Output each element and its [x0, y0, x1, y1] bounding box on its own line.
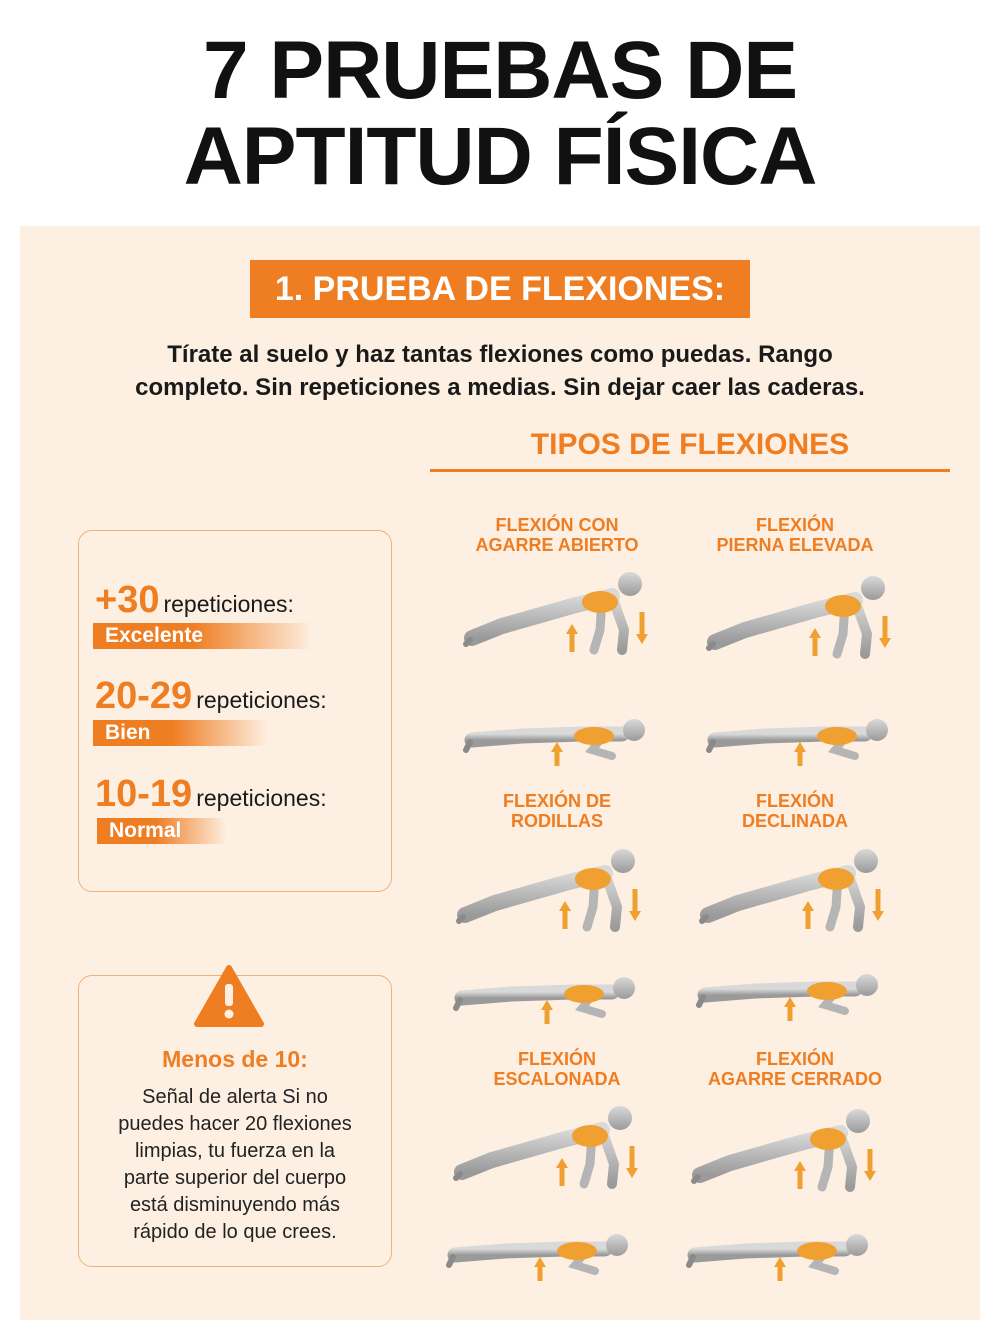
exercise-title-staggered [437, 1049, 677, 1089]
exercise-title-raised-leg [675, 515, 915, 555]
rating-badge: Bien [93, 720, 268, 746]
intro-text [60, 338, 940, 404]
close-grip-pushup-down-image [685, 1205, 875, 1285]
knee-pushup-up-image [455, 845, 645, 945]
intro-line-2: completo. Sin repeticiones a medias. Sin dejar caer las caderas. [135, 374, 865, 401]
decline-pushup-down-image [695, 945, 885, 1025]
score-card [78, 530, 392, 892]
alert-text [99, 1084, 371, 1246]
types-title: TIPOS DE FLEXIONES [530, 428, 850, 461]
wide-grip-pushup-down-image [462, 690, 652, 770]
wide-grip-pushup-up-image [462, 568, 652, 668]
exercise-title-line: FLEXIÓN DE [502, 791, 611, 811]
warning-icon [193, 964, 265, 1028]
exercise-title-line: RODILLAS [511, 811, 603, 831]
exercise-title-line: DECLINADA [742, 811, 848, 831]
types-divider [430, 469, 950, 472]
score-value: 20-29 [95, 675, 193, 717]
score-line-good [95, 675, 327, 718]
alert-card [78, 975, 392, 1267]
exercise-title-decline [675, 791, 915, 831]
exercise-title-line: FLEXIÓN CON [495, 515, 619, 535]
exercise-title-line: FLEXIÓN [755, 515, 834, 535]
intro-line-1: Tírate al suelo y haz tantas flexiones como puedas. Rango [167, 341, 833, 368]
exercise-title-line: FLEXIÓN [755, 791, 834, 811]
alert-line: limpias, tu fuerza en la [134, 1140, 336, 1162]
rating-badge: Excelente [93, 623, 313, 649]
exercise-title-wide-grip [437, 515, 677, 555]
staggered-pushup-up-image [452, 1102, 642, 1202]
page-title [0, 25, 1000, 202]
alert-line: rápido de lo que crees. [133, 1221, 337, 1243]
decline-pushup-up-image [698, 845, 888, 945]
score-unit: repeticiones: [196, 785, 327, 811]
knee-pushup-down-image [452, 948, 642, 1028]
alert-line: Señal de alerta Si no [142, 1086, 328, 1108]
exercise-title-line: ESCALONADA [493, 1069, 621, 1089]
exercise-title-close-grip [675, 1049, 915, 1089]
raised-leg-pushup-down-image [705, 690, 895, 770]
exercise-title-line: AGARRE ABIERTO [475, 535, 639, 555]
score-value: +30 [95, 579, 160, 621]
exercise-title-line: FLEXIÓN [755, 1049, 834, 1069]
exercise-title-knee [437, 791, 677, 831]
title-line-1: 7 PRUEBAS DE [202, 25, 798, 116]
alert-line: puedes hacer 20 flexiones [118, 1113, 352, 1135]
exercise-title-line: AGARRE CERRADO [707, 1069, 882, 1089]
exercise-title-line: PIERNA ELEVADA [716, 535, 874, 555]
close-grip-pushup-up-image [690, 1105, 880, 1205]
alert-line: parte superior del cuerpo [123, 1167, 347, 1189]
rating-badge: Normal [97, 818, 227, 844]
score-unit: repeticiones: [163, 591, 294, 617]
alert-line: está disminuyendo más [129, 1194, 341, 1216]
score-line-normal [95, 773, 327, 816]
score-line-excellent [95, 579, 294, 622]
alert-title: Menos de 10: [162, 1046, 308, 1072]
score-value: 10-19 [95, 773, 193, 815]
exercise-title-line: FLEXIÓN [517, 1049, 596, 1069]
score-unit: repeticiones: [196, 687, 327, 713]
section-heading: 1. PRUEBA DE FLEXIONES: [250, 260, 750, 318]
staggered-pushup-down-image [445, 1205, 635, 1285]
title-line-2: APTITUD FÍSICA [183, 111, 817, 202]
raised-leg-pushup-up-image [705, 572, 895, 672]
